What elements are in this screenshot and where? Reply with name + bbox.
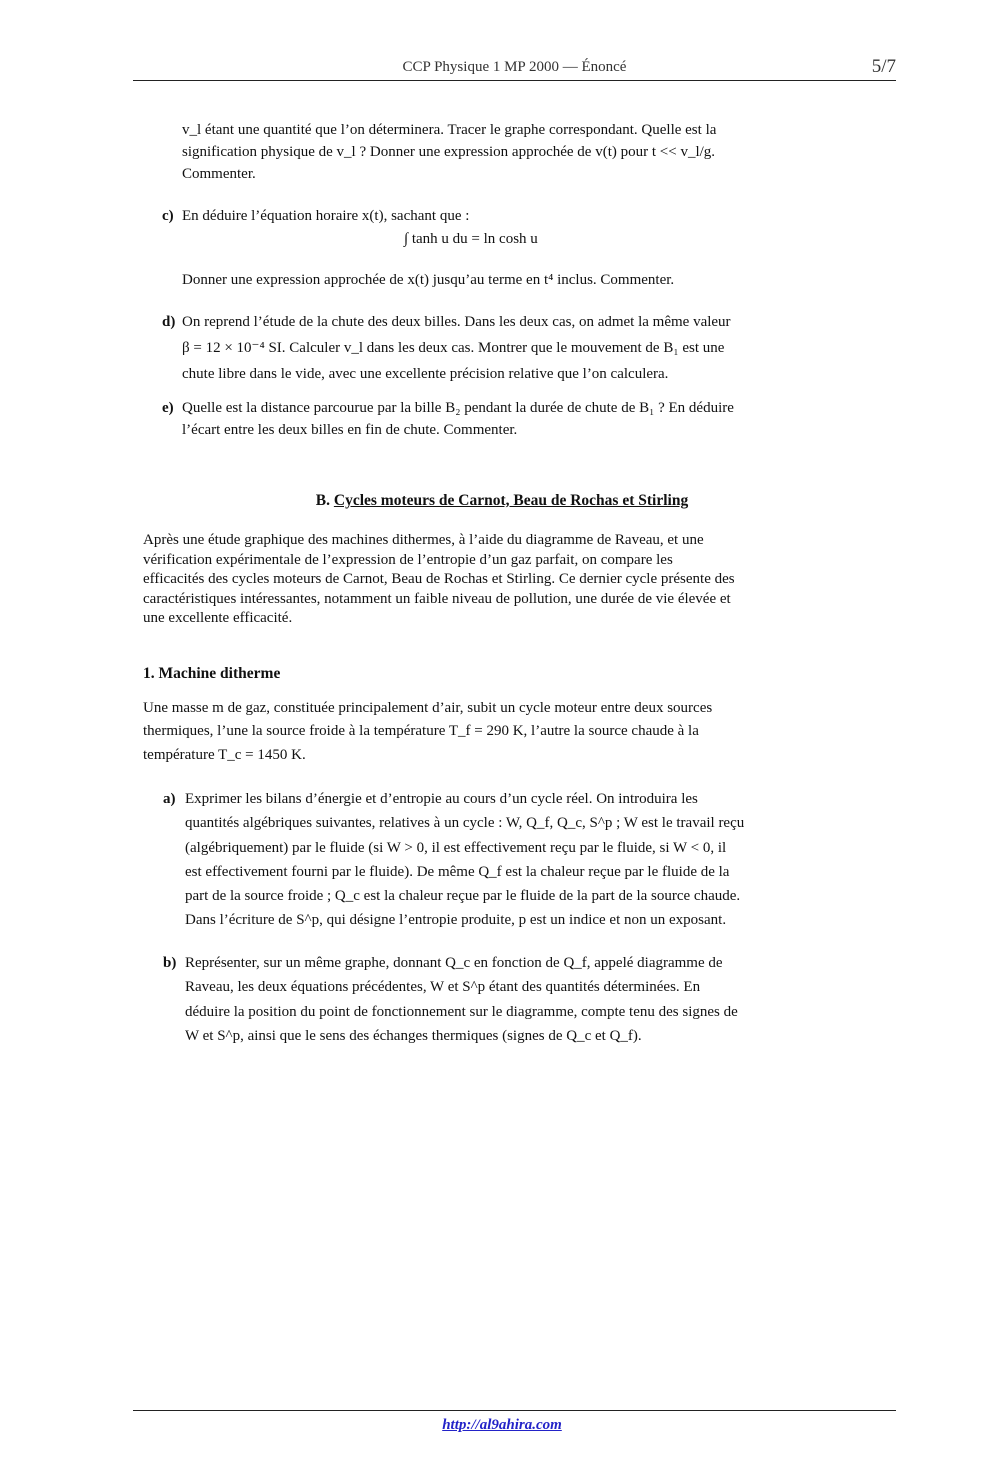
text-line: Raveau, les deux équations précédentes, W et S^p étant des quantités déterminées. En [185,979,701,996]
text-line: vérification expérimentale de l’expression de l’entropie d’un gaz parfait, on compare les [143,551,673,568]
question-d [162,310,833,387]
text-line: On reprend l’étude de la chute des deux billes. Dans les deux cas, on admet la même valeur [182,314,731,330]
text-line: caractéristiques intéressantes, notamment un faible niveau de pollution, une durée de vie élevée et [143,590,731,607]
text-line: quantités algébriques suivantes, relatives à un cycle : W, Q_f, Q_c, S^p ; W est le travail reçu [185,815,745,832]
text-line: est effectivement fourni par le fluide). De même Q_f est la chaleur reçue par le fluide de la [185,863,730,880]
question-1a [163,787,833,933]
text-line: (algébriquement) par le fluide (si W > 0, il est effectivement reçu par le fluide, si W < 0, il [185,839,727,856]
text-line: β = 12 × 10⁻⁴ SI. Calculer v_l dans les deux cas. Montrer que le mouvement de B₁ est une [182,339,725,356]
subsection-intro [143,697,833,767]
text-line: W et S^p, ainsi que le sens des échanges thermiques (signes de Q_c et Q_f). [185,1027,642,1044]
text-line: Représenter, sur un même graphe, donnant Q_c en fonction de Q_f, appelé diagramme de [185,955,723,971]
question-label: d) [162,314,176,330]
text-line: Commenter. [182,165,256,182]
text-line: efficacités des cycles moteurs de Carnot, Beau de Rochas et Stirling. Ce dernier cycle présente des [143,571,735,587]
question-c [162,206,833,228]
text-line: Quelle est la distance parcourue par la bille B₂ pendant la durée de chute de B₁ ? En déduire [182,400,734,416]
text-line: Une masse m de gaz, constituée principalement d’air, subit un cycle moteur entre deux sources [143,700,713,716]
text-line: En déduire l’équation horaire x(t), sachant que : [182,208,470,224]
text-line: Après une étude graphique des machines dithermes, à l’aide du diagramme de Raveau, et une [143,532,704,548]
text-line: part de la source froide ; Q_c est la chaleur reçue par le fluide de la part de la source chaude. [185,888,741,905]
question-label: c) [162,208,174,224]
footer-link[interactable]: http://al9ahira.com [442,1417,562,1433]
text-line: signification physique de v_l ? Donner une expression approchée de v(t) pour t << v_l/g. [182,143,716,160]
page-number: 5/7 [871,56,896,77]
text-line: une excellente efficacité. [143,610,293,626]
header-rule [133,80,896,81]
text-line: déduire la position du point de fonctionnement sur le diagramme, compte tenu des signes de [185,1003,738,1020]
section-intro [143,531,833,629]
continuation-paragraph [182,120,833,185]
question-label: e) [162,400,174,416]
question-label: a) [163,791,176,807]
question-1b [163,951,833,1048]
question-e [162,398,833,442]
section-title-text: Cycles moteurs de Carnot, Beau de Rochas et Stirling [333,492,689,509]
header-title: CCP Physique 1 MP 2000 — Énoncé [402,59,627,75]
footer-rule [133,1410,896,1411]
text-line: Dans l’écriture de S^p, qui désigne l’entropie produite, p est un indice et non un exposant. [185,912,727,929]
page-footer [0,1417,1004,1434]
subsection-title: 1. Machine ditherme [143,665,281,682]
text-line: Donner une expression approchée de x(t) jusqu’au terme en t⁴ inclus. Commenter. [182,272,675,288]
text-line: température T_c = 1450 K. [143,746,306,763]
page-header [133,58,896,80]
text-line: thermiques, l’une la source froide à la température T_f = 290 K, l’autre la source chaude à la [143,723,699,740]
section-prefix: B. [315,492,330,509]
text-line: Exprimer les bilans d’énergie et d’entropie au cours d’un cycle réel. On introduira les [185,791,698,807]
integral-formula: ∫ tanh u du = ln cosh u [404,231,538,247]
text-line: l’écart entre les deux billes en fin de chute. Commenter. [182,421,518,438]
question-c-continued [182,270,833,292]
section-title [0,492,1004,510]
question-label: b) [163,955,177,971]
text-line: v_l étant une quantité que l’on déterminera. Tracer le graphe correspondant. Quelle est la [182,122,717,138]
text-line: chute libre dans le vide, avec une excellente précision relative que l’on calculera. [182,365,669,382]
